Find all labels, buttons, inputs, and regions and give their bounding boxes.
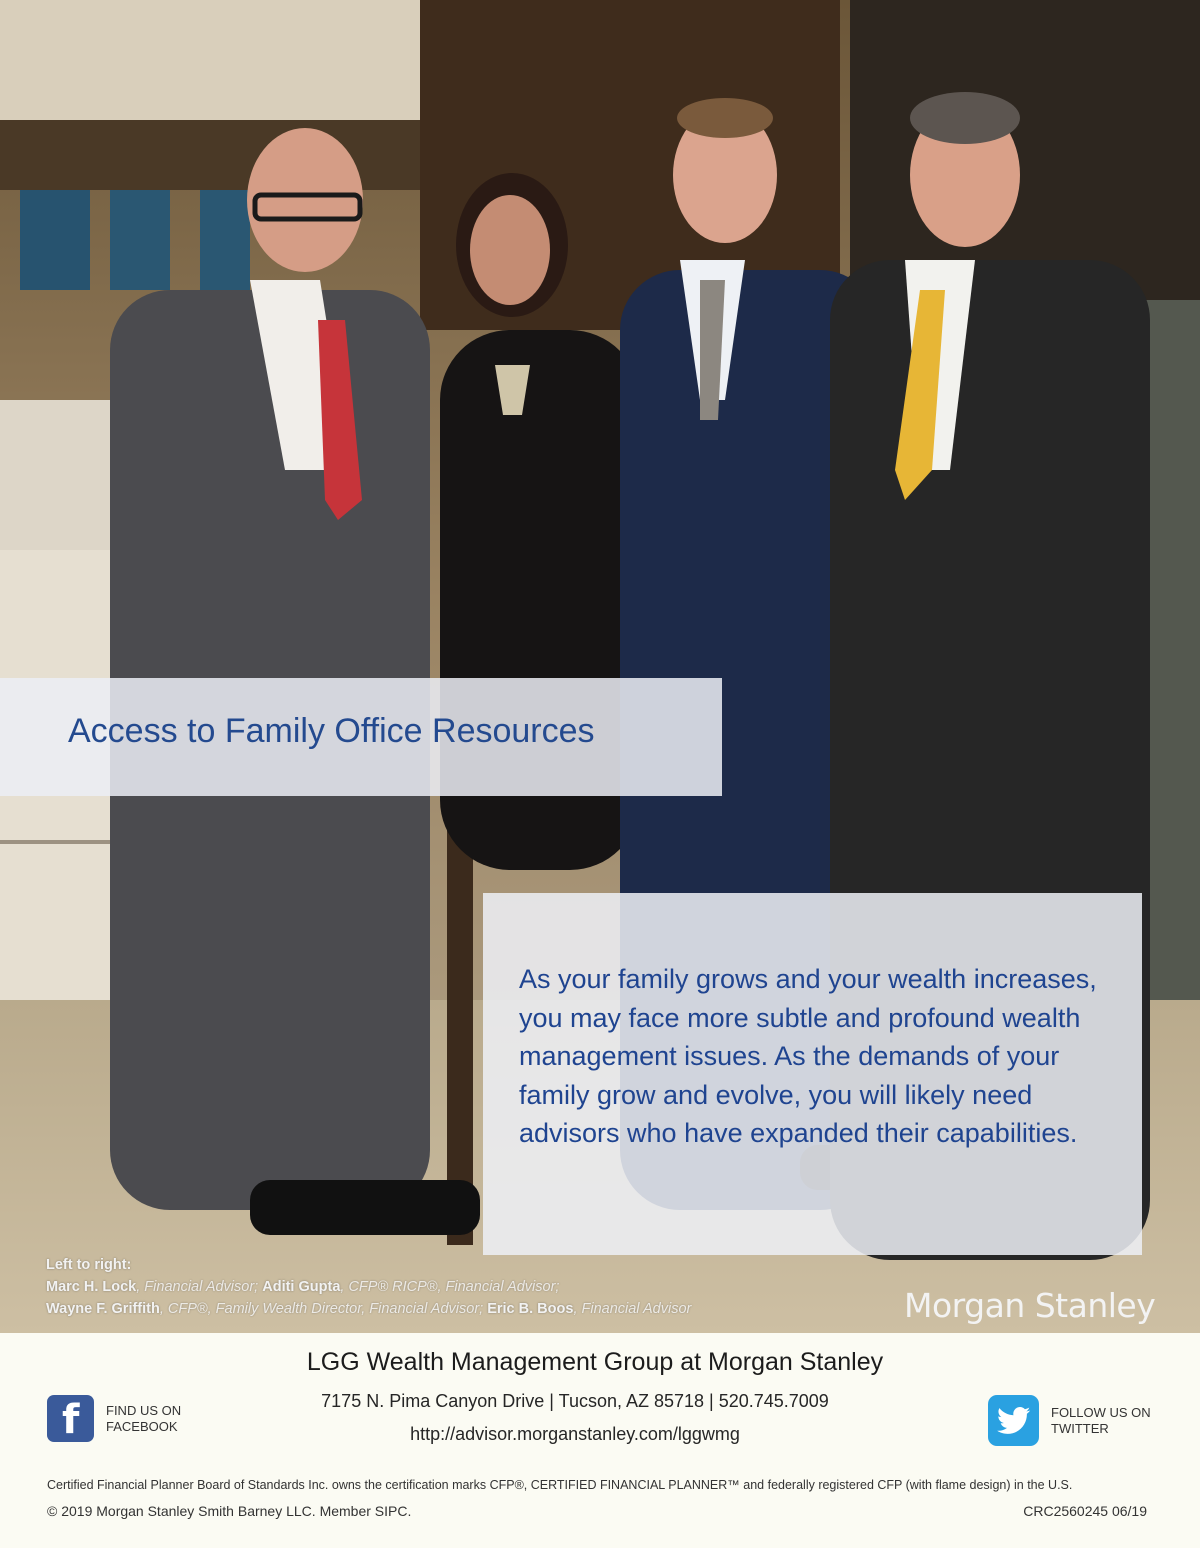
footer-address: 7175 N. Pima Canyon Drive | Tucson, AZ 85718 | 520.745.7009: [321, 1391, 829, 1411]
twitter-link[interactable]: [988, 1395, 1151, 1446]
copyright: © 2019 Morgan Stanley Smith Barney LLC. Member SIPC.: [47, 1503, 412, 1519]
footer-title: LGG Wealth Management Group at Morgan Stanley: [306, 1348, 884, 1376]
compliance-code: CRC2560245 06/19: [1023, 1503, 1147, 1519]
caption-name-3: Wayne F. Griffith: [46, 1301, 160, 1317]
caption-name-1: Marc H. Lock: [46, 1279, 137, 1295]
caption-heading: Left to right:: [46, 1257, 132, 1273]
body-text: As your family grows and your wealth increases, you may face more subtle and profound wealth management issues. As the demands of your family grow and evolve, you will likely need advisors who have expanded their capabilities.: [519, 964, 1097, 1148]
caption-title-3: , CFP®, Family Wealth Director, Financial Advisor;: [159, 1301, 484, 1317]
caption-name-2: Aditi Gupta: [262, 1279, 341, 1295]
twitter-label-line1: FOLLOW US ON: [1051, 1404, 1151, 1420]
twitter-icon: [988, 1395, 1039, 1446]
facebook-label: [106, 1403, 181, 1435]
morgan-stanley-logo: Morgan Stanley: [904, 1286, 1156, 1325]
caption-title-4: , Financial Advisor: [573, 1301, 692, 1317]
facebook-label-line1: FIND US ON: [106, 1402, 182, 1418]
facebook-label-line2: FACEBOOK: [106, 1418, 178, 1434]
photo-caption: [46, 1254, 691, 1320]
caption-name-4: Eric B. Boos: [487, 1301, 574, 1317]
facebook-icon: f: [47, 1395, 94, 1442]
caption-title-2: , CFP® RICP®, Financial Advisor;: [340, 1279, 560, 1295]
headline: Access to Family Office Resources: [68, 712, 595, 750]
footer-url[interactable]: http://advisor.morganstanley.com/lggwmg: [410, 1424, 740, 1444]
twitter-label: [1051, 1405, 1151, 1437]
cfp-disclaimer: Certified Financial Planner Board of Standards Inc. owns the certification marks CFP®, CERTIFIED FINANCIAL PLANNER™ and federally registered CFP (with flame design) in the U.S.: [47, 1478, 1073, 1492]
caption-title-1: , Financial Advisor;: [136, 1279, 259, 1295]
twitter-label-line2: TWITTER: [1051, 1420, 1109, 1436]
facebook-link[interactable]: [47, 1395, 181, 1442]
